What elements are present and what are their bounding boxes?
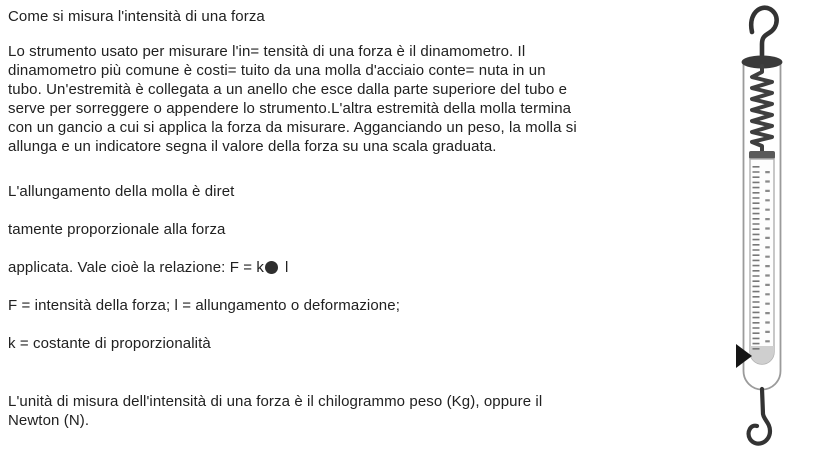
formula-line (8, 258, 668, 277)
elongation-line-2: tamente proporzionale alla forza (8, 221, 226, 238)
page-title: Come si misura l'intensità di una forza (8, 8, 265, 25)
text-line: con un gancio a cui si applica la forza da misurare. Agganciando un peso, la molla si (8, 119, 577, 136)
formula-variable: l (284, 259, 289, 276)
definitions-line: F = intensità della forza; l = allungamento o deformazione; (8, 297, 400, 314)
text-line: Lo strumento usato per misurare l'in= tensità di una forza è il dinamometro. Il (8, 43, 526, 60)
elongation-line-1: L'allungamento della molla è diret (8, 183, 235, 200)
units-paragraph (8, 392, 668, 430)
top-hook-icon (751, 8, 776, 59)
formula-prefix: applicata. Vale cioè la relazione: F = k (8, 259, 264, 276)
document-text (8, 7, 668, 430)
text-line: allunga e un indicatore segna il valore della forza su una scala graduata. (8, 138, 497, 155)
rod-top-cap (749, 151, 775, 159)
text-line: tubo. Un'estremità è collegata a un anello che esce dalla parte superiore del tubo e (8, 81, 568, 98)
constant-line: k = costante di proporzionalità (8, 335, 211, 352)
intro-paragraph (8, 42, 668, 156)
dynamometer-drawing (700, 0, 828, 466)
text-line: dinamometro più comune è costi= tuito da una molla d'acciaio conte= nuta in un (8, 62, 546, 79)
dynamometer-figure (700, 0, 828, 466)
bottom-hook-icon (749, 389, 770, 444)
text-line: L'unità di misura dell'intensità di una forza è il chilogrammo peso (Kg), oppure il (8, 393, 543, 410)
text-line: serve per sorreggere o appendere lo strumento.L'altra estremità della molla termina (8, 100, 572, 117)
formula-dot-icon (265, 261, 278, 274)
text-line: Newton (N). (8, 412, 90, 429)
